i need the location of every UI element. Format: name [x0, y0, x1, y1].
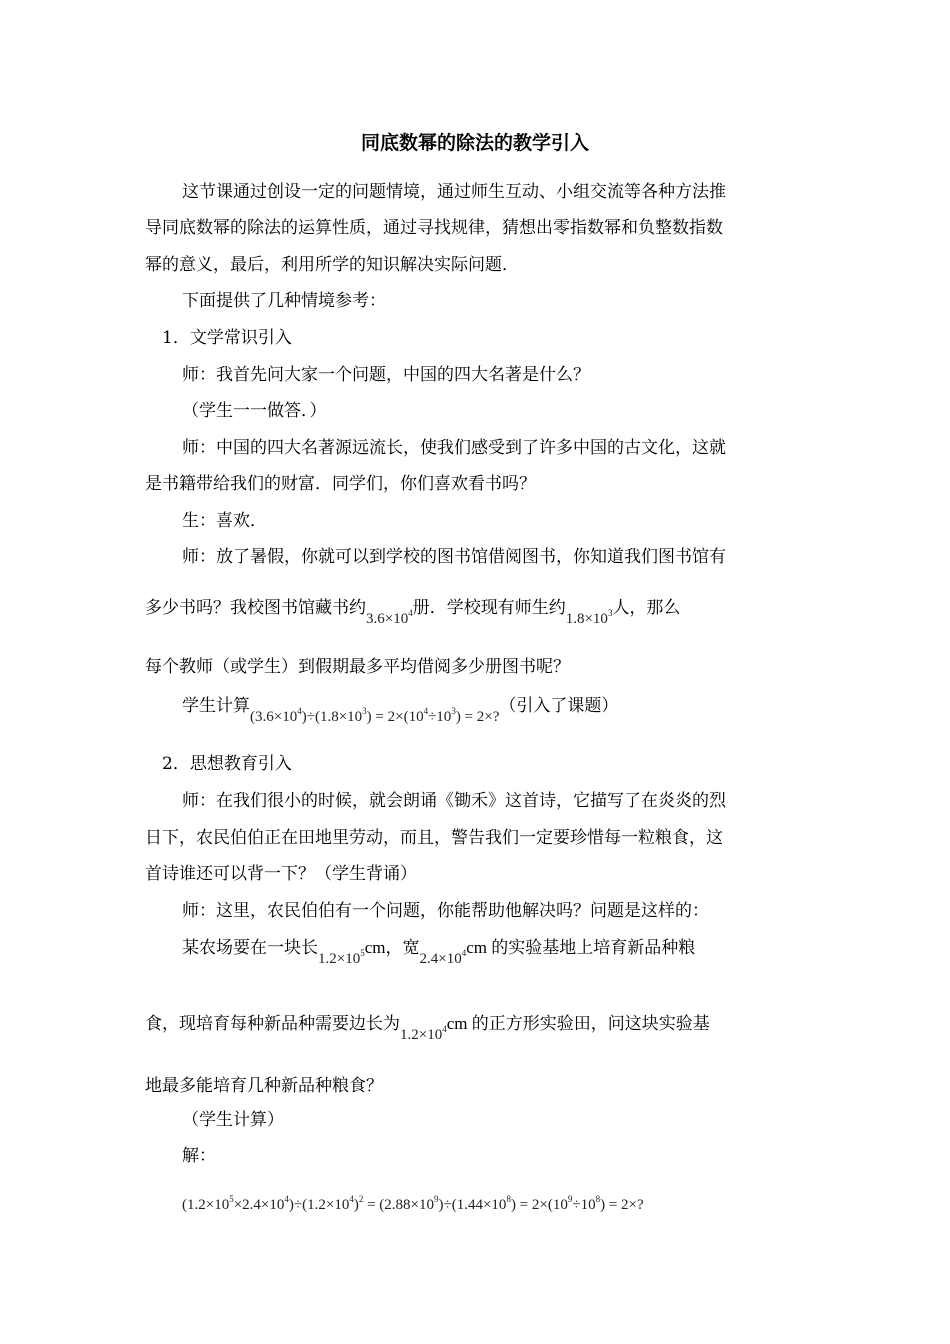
- teacher-line-4b: 日下，农民伯伯正在田地里劳动，而且，警告我们一定要珍惜每一粒粮食，这: [145, 828, 723, 848]
- teacher-line-3a: 师：放了暑假，你就可以到学校的图书馆借阅图书，你知道我们图书馆有: [182, 547, 726, 567]
- calc-label: 学生计算: [182, 696, 250, 716]
- section-heading-1: 1．文学常识引入: [162, 328, 292, 348]
- problem-line-1: [182, 936, 696, 967]
- text-segment: 多少书吗？我校图书馆藏书约: [145, 598, 366, 618]
- math-calc-1: $(3.6\times 10^4)\div(1.8\times 10^3) = 2\times(10^4\div 10^3) = 2\times$?: [250, 706, 500, 725]
- student-line-3: （学生计算）: [182, 1110, 284, 1130]
- teacher-line-4a: 师：在我们很小的时候，就会朗诵《锄禾》这首诗，它描写了在炎炎的烈: [182, 791, 726, 811]
- math-people: $1.8\times 10^3$: [565, 608, 613, 627]
- student-line-2: 生：喜欢．: [182, 511, 267, 531]
- teacher-line-2a: 师：中国的四大名著源远流长，使我们感受到了许多中国的古文化，这就: [182, 438, 726, 458]
- text-segment: 册．学校现有师生约: [412, 598, 566, 618]
- teacher-line-3c: 每个教师（或学生）到假期最多平均借阅多少册图书呢？: [145, 657, 570, 677]
- paragraph-intro-line3: 幂的意义，最后，利用所学的知识解决实际问题．: [145, 255, 519, 275]
- section-heading-2: 2．思想教育引入: [162, 754, 292, 774]
- teacher-line-2b: 是书籍带给我们的财富．同学们，你们喜欢看书吗？: [145, 474, 536, 494]
- solution-label: 解：: [182, 1146, 216, 1166]
- paragraph-scenarios: 下面提供了几种情境参考：: [182, 291, 386, 311]
- student-calc-line: [182, 694, 619, 725]
- teacher-line-3b: [145, 596, 681, 627]
- calc-note: （引入了课题）: [499, 696, 619, 716]
- student-line-1: （学生一一做答．）: [182, 401, 327, 421]
- paragraph-intro-line2: 导同底数幂的除法的运算性质，通过寻找规律，猜想出零指数幂和负整数指数: [145, 218, 723, 238]
- teacher-line-1: 师：我首先问大家一个问题，中国的四大名著是什么？: [182, 365, 590, 385]
- problem-line-3: 地最多能培育几种新品种粮食？: [145, 1076, 383, 1096]
- text-segment: 食，现培育每种新品种需要边长为: [145, 1014, 400, 1034]
- math-solution: $(1.2\times 10^5\times 2.4\times 10^4)\div(1.2\times 10^4)^2 = (2.88\times 10^9)\div(1.44\times 10^8) = 2\times(10^9\div 10^8) = 2\times$?: [182, 1194, 644, 1213]
- math-books: $3.6\times 10^4$: [366, 608, 413, 627]
- math-side: $1.2\times 10^4$: [400, 1024, 447, 1043]
- text-segment: cm 的实验基地上培育新品种粮: [466, 938, 696, 957]
- text-segment: 人，那么: [612, 598, 681, 618]
- teacher-line-4c: 首诗谁还可以背一下？（学生背诵）: [145, 864, 417, 884]
- math-length: $1.2\times 10^5$: [318, 948, 365, 967]
- text-segment: cm 的正方形实验田，问这块实验基: [446, 1014, 710, 1033]
- math-width: $2.4\times 10^4$: [419, 948, 467, 967]
- teacher-line-5: 师：这里，农民伯伯有一个问题，你能帮助他解决吗？问题是这样的：: [182, 901, 709, 921]
- problem-line-2: [145, 1012, 710, 1043]
- text-segment: 某农场要在一块长: [182, 938, 318, 958]
- solution-formula: [182, 1192, 644, 1217]
- page-title: 同底数幂的除法的教学引入: [360, 132, 589, 154]
- text-segment: cm，宽: [364, 938, 420, 957]
- paragraph-intro-line1: 这节课通过创设一定的问题情境，通过师生互动、小组交流等各种方法推: [182, 182, 726, 202]
